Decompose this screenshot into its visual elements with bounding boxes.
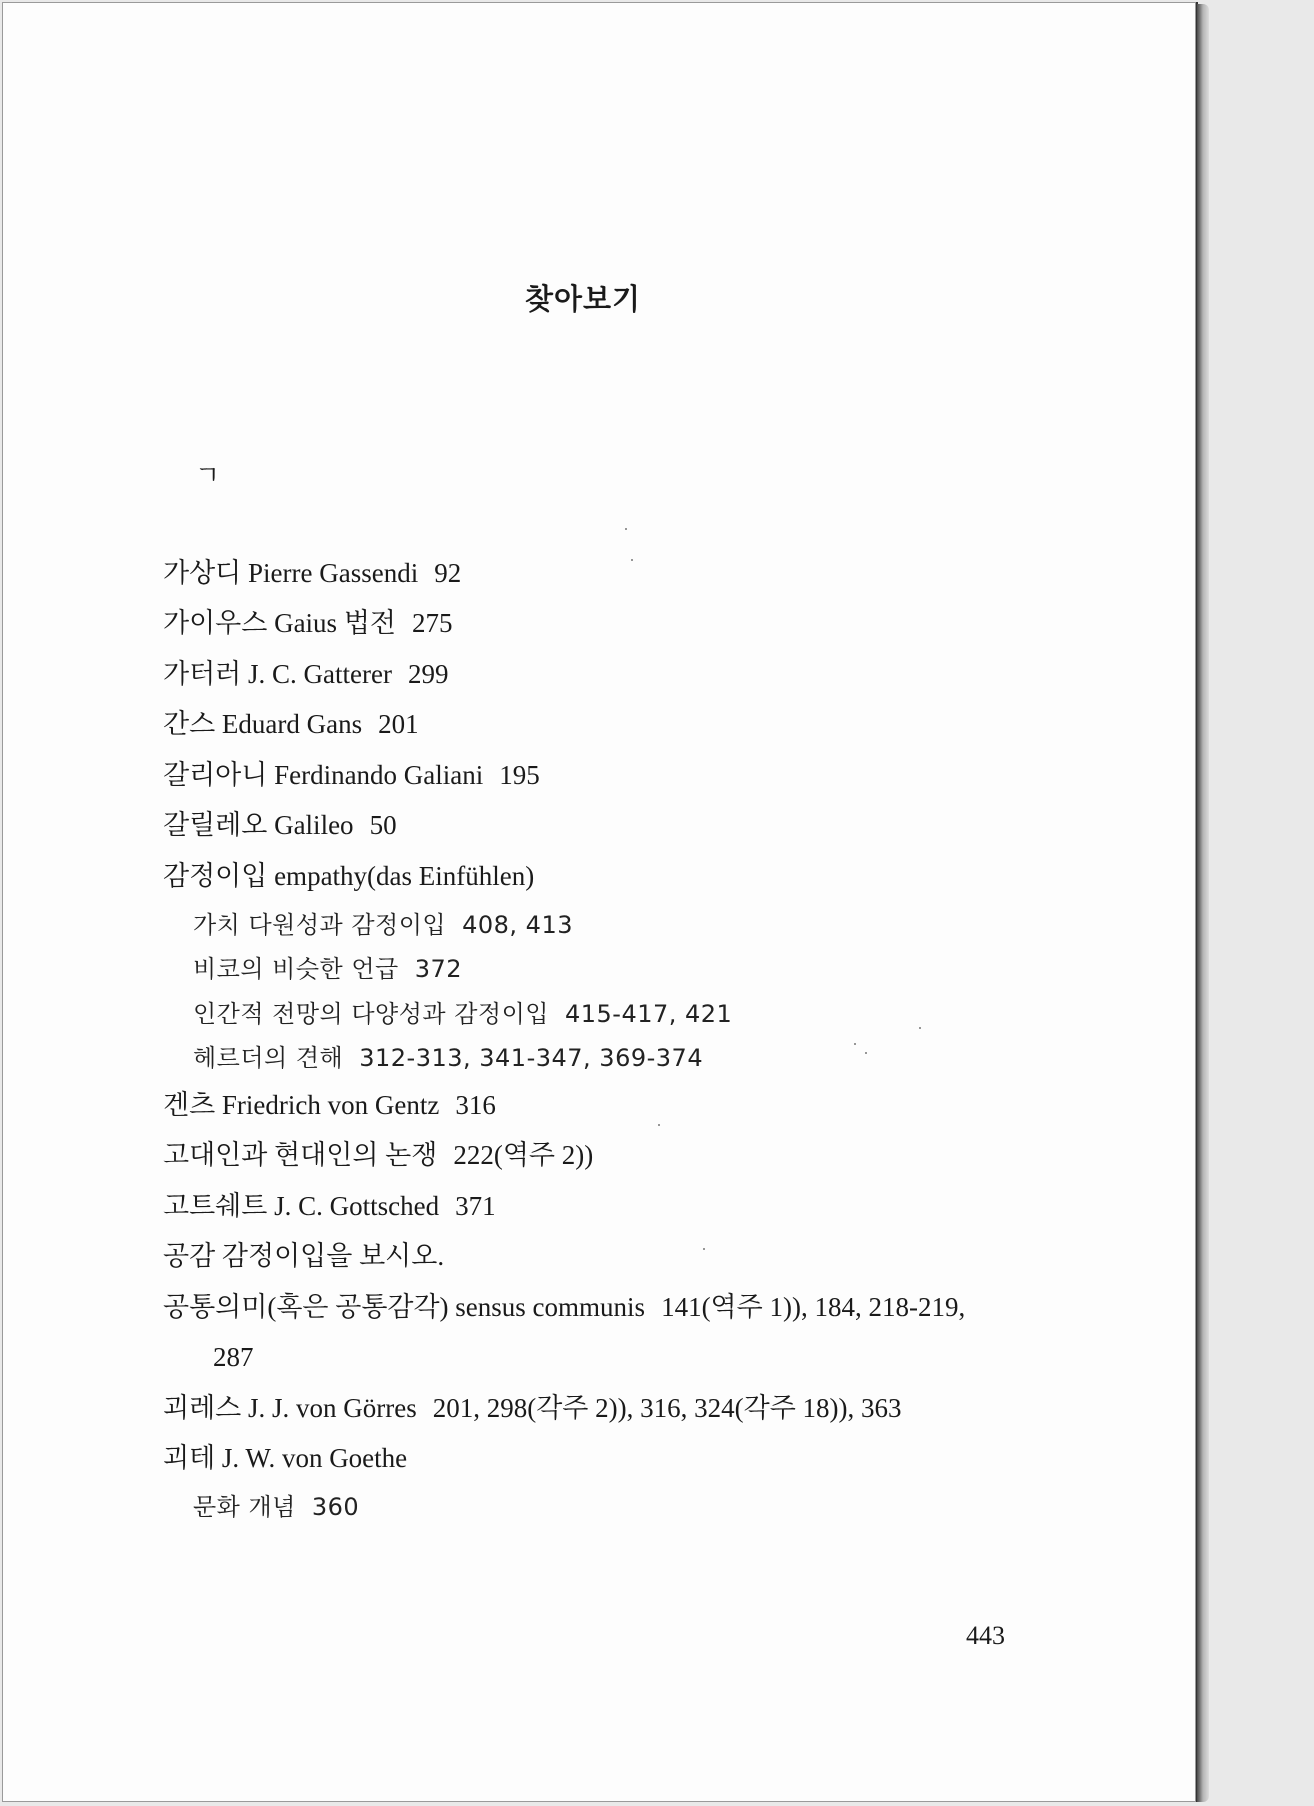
page-edge-shadow xyxy=(1197,4,1209,1802)
index-pages: 371 xyxy=(455,1191,496,1221)
index-pages: 408, 413 xyxy=(462,911,573,939)
index-term: 헤르더의 견해 xyxy=(193,1044,344,1072)
index-entry xyxy=(163,808,397,842)
index-term: 갈리아니 Ferdinando Galiani xyxy=(163,760,484,790)
index-pages: 195 xyxy=(499,760,540,790)
index-pages: 275 xyxy=(411,608,453,638)
index-entry xyxy=(163,556,461,590)
index-term: 가이우스 Gaius 법전 xyxy=(163,608,396,638)
index-pages: 316 xyxy=(455,1090,496,1120)
index-term: 가상디 Pierre Gassendi xyxy=(163,558,419,588)
scan-speck xyxy=(658,1124,660,1126)
index-entry xyxy=(163,859,550,893)
index-term: 갈릴레오 Galileo xyxy=(163,810,354,840)
index-pages: 50 xyxy=(369,810,397,840)
index-entry xyxy=(163,1290,965,1324)
scan-speck xyxy=(631,559,633,561)
scan-speck xyxy=(625,528,627,530)
index-term: 고트쉐트 J. C. Gottsched xyxy=(163,1191,440,1221)
index-pages: 360 xyxy=(311,1493,360,1521)
index-entry xyxy=(163,1138,593,1172)
section-letter: ㄱ xyxy=(195,461,221,491)
index-entry xyxy=(163,1239,460,1273)
index-term: 문화 개념 xyxy=(193,1493,296,1521)
index-term: 가터러 J. C. Gatterer xyxy=(163,659,392,689)
index-entry xyxy=(163,606,452,640)
index-term: 괴레스 J. J. von Görres xyxy=(163,1393,417,1423)
index-term: 인간적 전망의 다양성과 감정이입 xyxy=(193,1000,549,1028)
index-pages: 415-417, 421 xyxy=(564,1000,733,1028)
index-entry xyxy=(163,707,419,741)
index-term: 감정이입 empathy(das Einfühlen) xyxy=(163,861,535,891)
index-term: 가치 다원성과 감정이입 xyxy=(193,911,447,939)
index-entry xyxy=(163,1189,496,1223)
index-entry xyxy=(163,1391,902,1425)
index-pages: 201 xyxy=(378,709,419,739)
index-pages: 312-313, 341-347, 369-374 xyxy=(359,1044,704,1072)
index-term: 공감 감정이입을 보시오. xyxy=(163,1241,445,1271)
scan-speck xyxy=(919,1027,921,1029)
index-term: 간스 Eduard Gans xyxy=(163,709,363,739)
index-subentry xyxy=(193,908,573,942)
index-pages: 92 xyxy=(434,558,462,588)
index-term: 겐츠 Friedrich von Gentz xyxy=(163,1090,440,1120)
index-subentry xyxy=(193,997,732,1031)
index-pages: 222(역주 2)) xyxy=(453,1140,594,1170)
index-entry xyxy=(163,1441,423,1475)
index-term: 287 xyxy=(213,1342,254,1372)
scan-speck xyxy=(865,1052,867,1054)
index-entry xyxy=(163,657,448,691)
index-subentry xyxy=(193,952,462,986)
index-term: 고대인과 현대인의 논쟁 xyxy=(163,1140,438,1170)
index-entry-continuation xyxy=(213,1340,254,1374)
scan-speck xyxy=(703,1248,705,1250)
index-pages: 141(역주 1)), 184, 218-219, xyxy=(661,1292,966,1322)
scan-speck xyxy=(854,1043,856,1045)
index-subentry xyxy=(193,1490,359,1524)
index-pages: 372 xyxy=(414,955,463,983)
index-pages: 299 xyxy=(407,659,449,689)
index-subentry xyxy=(193,1041,703,1075)
page-title: 찾아보기 xyxy=(524,282,642,317)
index-entry xyxy=(163,758,540,792)
index-term: 비코의 비슷한 언급 xyxy=(193,955,399,983)
index-term: 공통의미(혹은 공통감각) sensus communis xyxy=(163,1292,646,1322)
index-entry xyxy=(163,1088,496,1122)
page-number: 443 xyxy=(966,1621,1005,1650)
book-page xyxy=(2,2,1196,1802)
index-pages: 201, 298(각주 2)), 316, 324(각주 18)), 363 xyxy=(432,1393,902,1423)
index-term: 괴테 J. W. von Goethe xyxy=(163,1443,408,1473)
